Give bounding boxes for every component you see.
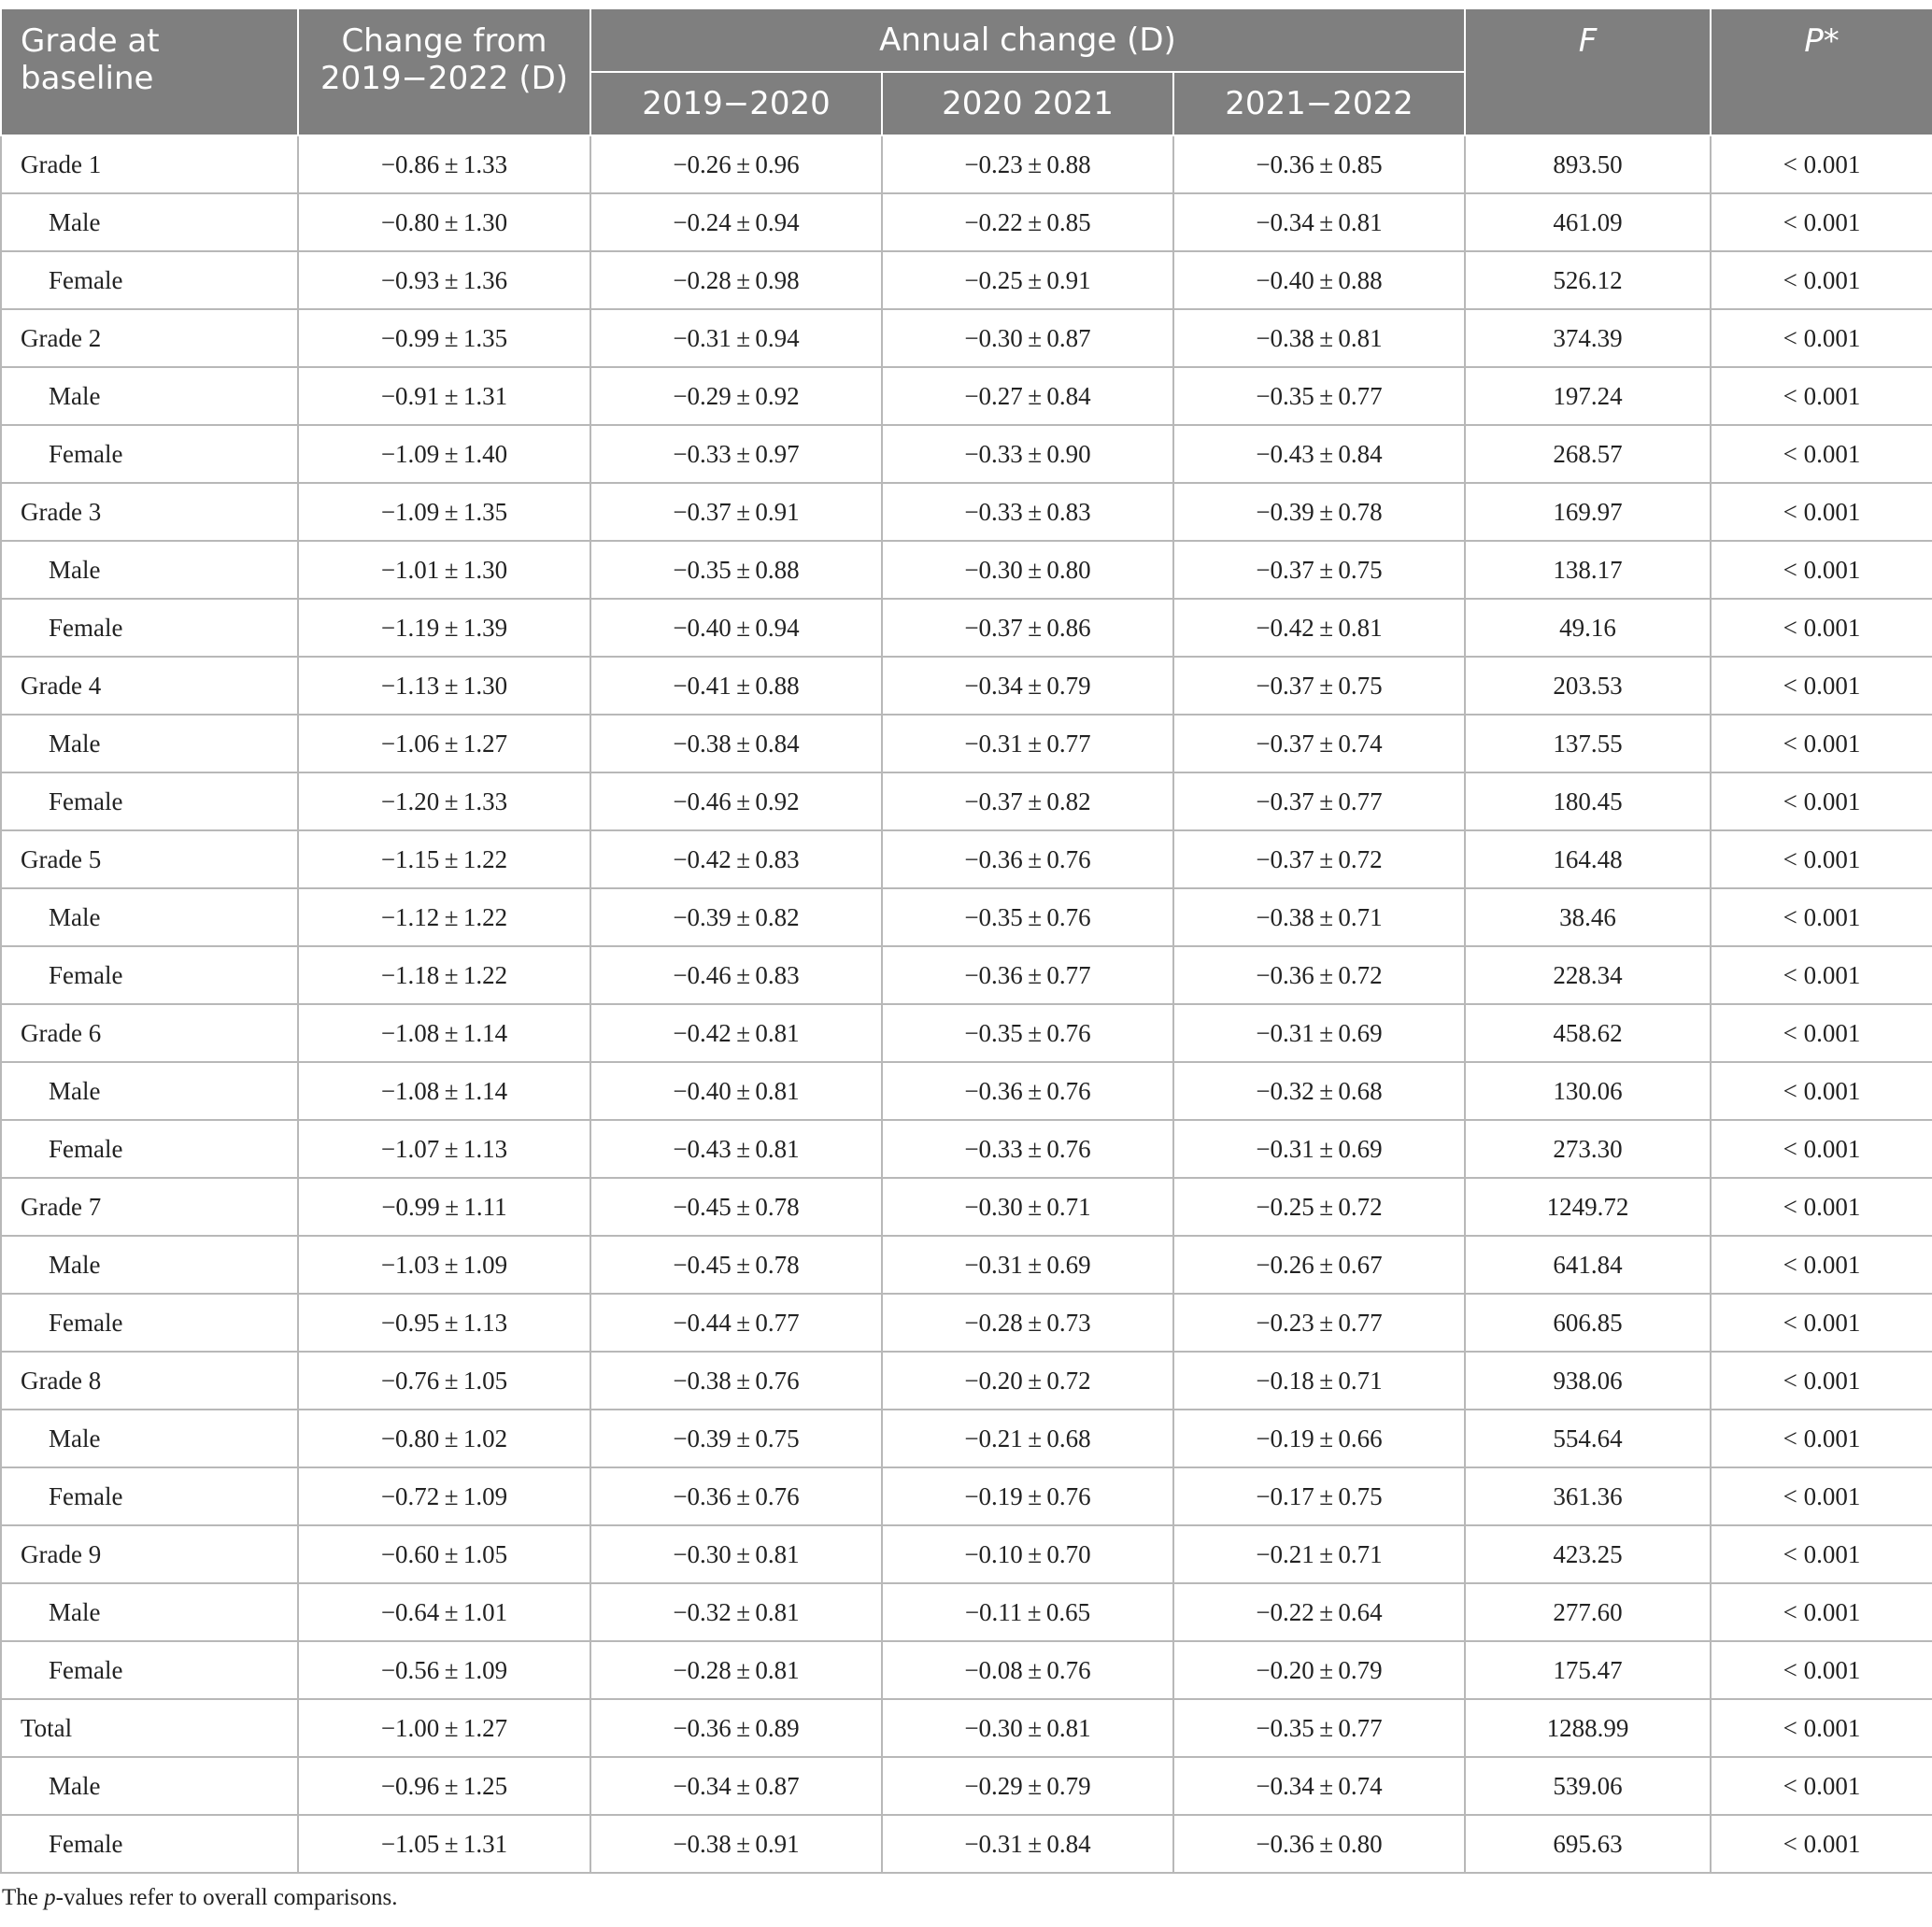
cell-2019-2020: −0.35 ± 0.88 [590,541,882,599]
header-annual-change: Annual change (D) [590,8,1465,72]
cell-p: < 0.001 [1711,1178,1932,1236]
cell-change-2019-2022: −0.76 ± 1.05 [298,1352,590,1410]
cell-2020-2021: −0.20 ± 0.72 [882,1352,1173,1410]
table-row [1,715,1932,772]
cell-2020-2021: −0.31 ± 0.84 [882,1815,1173,1873]
cell-p: < 0.001 [1711,251,1932,309]
cell-2021-2022: −0.31 ± 0.69 [1173,1120,1465,1178]
cell-2020-2021: −0.30 ± 0.80 [882,541,1173,599]
cell-p: < 0.001 [1711,193,1932,251]
table-row [1,772,1932,830]
table-row [1,193,1932,251]
row-label: Female [1,1294,298,1352]
cell-2020-2021: −0.11 ± 0.65 [882,1583,1173,1641]
cell-f: 893.50 [1465,135,1711,193]
cell-2019-2020: −0.38 ± 0.91 [590,1815,882,1873]
cell-p: < 0.001 [1711,599,1932,657]
cell-p: < 0.001 [1711,1815,1932,1873]
cell-2020-2021: −0.21 ± 0.68 [882,1410,1173,1467]
cell-2021-2022: −0.40 ± 0.88 [1173,251,1465,309]
cell-2021-2022: −0.37 ± 0.74 [1173,715,1465,772]
row-label: Grade 9 [1,1525,298,1583]
header-2021-2022: 2021−2022 [1173,72,1465,135]
table-row [1,425,1932,483]
cell-2019-2020: −0.45 ± 0.78 [590,1236,882,1294]
cell-p: < 0.001 [1711,483,1932,541]
cell-2021-2022: −0.31 ± 0.69 [1173,1004,1465,1062]
cell-2020-2021: −0.30 ± 0.81 [882,1699,1173,1757]
cell-change-2019-2022: −0.86 ± 1.33 [298,135,590,193]
cell-2021-2022: −0.39 ± 0.78 [1173,483,1465,541]
cell-2019-2020: −0.45 ± 0.78 [590,1178,882,1236]
cell-p: < 0.001 [1711,367,1932,425]
table-body [1,135,1932,1873]
row-label: Female [1,1641,298,1699]
cell-change-2019-2022: −0.56 ± 1.09 [298,1641,590,1699]
cell-change-2019-2022: −0.80 ± 1.30 [298,193,590,251]
row-label: Grade 1 [1,135,298,193]
cell-2019-2020: −0.46 ± 0.92 [590,772,882,830]
cell-2021-2022: −0.36 ± 0.72 [1173,946,1465,1004]
row-label: Female [1,251,298,309]
cell-2021-2022: −0.20 ± 0.79 [1173,1641,1465,1699]
cell-f: 606.85 [1465,1294,1711,1352]
cell-2019-2020: −0.40 ± 0.81 [590,1062,882,1120]
cell-p: < 0.001 [1711,1583,1932,1641]
cell-2019-2020: −0.40 ± 0.94 [590,599,882,657]
cell-f: 526.12 [1465,251,1711,309]
row-label: Total [1,1699,298,1757]
cell-f: 641.84 [1465,1236,1711,1294]
table-row [1,483,1932,541]
table-row [1,367,1932,425]
cell-2019-2020: −0.32 ± 0.81 [590,1583,882,1641]
cell-2020-2021: −0.27 ± 0.84 [882,367,1173,425]
cell-p: < 0.001 [1711,1467,1932,1525]
footnote-italic-p: p [44,1885,56,1910]
table-row [1,599,1932,657]
table-row [1,1062,1932,1120]
table-row [1,657,1932,715]
cell-2019-2020: −0.26 ± 0.96 [590,135,882,193]
cell-change-2019-2022: −1.19 ± 1.39 [298,599,590,657]
cell-2021-2022: −0.22 ± 0.64 [1173,1583,1465,1641]
cell-change-2019-2022: −0.99 ± 1.11 [298,1178,590,1236]
cell-2020-2021: −0.31 ± 0.77 [882,715,1173,772]
cell-2019-2020: −0.44 ± 0.77 [590,1294,882,1352]
header-f: F [1465,8,1711,135]
cell-f: 137.55 [1465,715,1711,772]
table-row [1,1178,1932,1236]
row-label: Grade 6 [1,1004,298,1062]
cell-2019-2020: −0.30 ± 0.81 [590,1525,882,1583]
cell-2021-2022: −0.37 ± 0.72 [1173,830,1465,888]
cell-f: 277.60 [1465,1583,1711,1641]
cell-p: < 0.001 [1711,1757,1932,1815]
cell-f: 695.63 [1465,1815,1711,1873]
row-label: Grade 4 [1,657,298,715]
cell-p: < 0.001 [1711,715,1932,772]
cell-2021-2022: −0.25 ± 0.72 [1173,1178,1465,1236]
table-row [1,830,1932,888]
footnote-suffix: -values refer to overall comparisons. [55,1885,398,1910]
cell-2020-2021: −0.37 ± 0.82 [882,772,1173,830]
row-label: Grade 5 [1,830,298,888]
row-label: Male [1,541,298,599]
cell-2020-2021: −0.33 ± 0.76 [882,1120,1173,1178]
cell-2021-2022: −0.37 ± 0.77 [1173,772,1465,830]
cell-2019-2020: −0.37 ± 0.91 [590,483,882,541]
row-label: Male [1,193,298,251]
cell-2019-2020: −0.39 ± 0.82 [590,888,882,946]
cell-change-2019-2022: −0.91 ± 1.31 [298,367,590,425]
table-row [1,1004,1932,1062]
row-label: Female [1,772,298,830]
cell-change-2019-2022: −1.09 ± 1.35 [298,483,590,541]
cell-2020-2021: −0.36 ± 0.76 [882,830,1173,888]
cell-2020-2021: −0.19 ± 0.76 [882,1467,1173,1525]
data-table [0,7,1932,1874]
cell-p: < 0.001 [1711,541,1932,599]
cell-p: < 0.001 [1711,1236,1932,1294]
footnote-prefix: The [2,1885,45,1910]
table-row [1,1699,1932,1757]
table-row [1,1815,1932,1873]
row-label: Male [1,715,298,772]
cell-change-2019-2022: −0.99 ± 1.35 [298,309,590,367]
row-label: Female [1,425,298,483]
cell-2019-2020: −0.38 ± 0.76 [590,1352,882,1410]
table-row [1,1120,1932,1178]
cell-p: < 0.001 [1711,946,1932,1004]
row-label: Male [1,1236,298,1294]
cell-2020-2021: −0.36 ± 0.76 [882,1062,1173,1120]
cell-2020-2021: −0.30 ± 0.71 [882,1178,1173,1236]
cell-2021-2022: −0.19 ± 0.66 [1173,1410,1465,1467]
table-row [1,1467,1932,1525]
cell-2021-2022: −0.38 ± 0.71 [1173,888,1465,946]
cell-change-2019-2022: −1.00 ± 1.27 [298,1699,590,1757]
cell-2019-2020: −0.31 ± 0.94 [590,309,882,367]
cell-2019-2020: −0.42 ± 0.81 [590,1004,882,1062]
row-label: Female [1,599,298,657]
cell-2021-2022: −0.34 ± 0.74 [1173,1757,1465,1815]
cell-p: < 0.001 [1711,1120,1932,1178]
cell-change-2019-2022: −0.80 ± 1.02 [298,1410,590,1467]
cell-2021-2022: −0.26 ± 0.67 [1173,1236,1465,1294]
cell-change-2019-2022: −1.07 ± 1.13 [298,1120,590,1178]
cell-2021-2022: −0.35 ± 0.77 [1173,1699,1465,1757]
cell-2019-2020: −0.28 ± 0.81 [590,1641,882,1699]
cell-change-2019-2022: −0.96 ± 1.25 [298,1757,590,1815]
cell-f: 461.09 [1465,193,1711,251]
cell-2021-2022: −0.32 ± 0.68 [1173,1062,1465,1120]
cell-f: 938.06 [1465,1352,1711,1410]
cell-f: 458.62 [1465,1004,1711,1062]
cell-f: 423.25 [1465,1525,1711,1583]
cell-p: < 0.001 [1711,1062,1932,1120]
header-2019-2020: 2019−2020 [590,72,882,135]
table-row [1,541,1932,599]
cell-change-2019-2022: −1.08 ± 1.14 [298,1004,590,1062]
cell-f: 175.47 [1465,1641,1711,1699]
cell-change-2019-2022: −0.95 ± 1.13 [298,1294,590,1352]
cell-f: 38.46 [1465,888,1711,946]
cell-2020-2021: −0.23 ± 0.88 [882,135,1173,193]
cell-2019-2020: −0.24 ± 0.94 [590,193,882,251]
cell-2021-2022: −0.36 ± 0.80 [1173,1815,1465,1873]
table-row [1,251,1932,309]
cell-2020-2021: −0.08 ± 0.76 [882,1641,1173,1699]
cell-f: 361.36 [1465,1467,1711,1525]
cell-p: < 0.001 [1711,309,1932,367]
table-row [1,135,1932,193]
cell-p: < 0.001 [1711,1410,1932,1467]
row-label: Male [1,1410,298,1467]
row-label: Grade 3 [1,483,298,541]
cell-2019-2020: −0.34 ± 0.87 [590,1757,882,1815]
row-label: Grade 8 [1,1352,298,1410]
cell-change-2019-2022: −0.93 ± 1.36 [298,251,590,309]
cell-p: < 0.001 [1711,135,1932,193]
row-label: Female [1,1120,298,1178]
cell-p: < 0.001 [1711,1352,1932,1410]
cell-2019-2020: −0.36 ± 0.89 [590,1699,882,1757]
cell-2019-2020: −0.28 ± 0.98 [590,251,882,309]
cell-2021-2022: −0.43 ± 0.84 [1173,425,1465,483]
table-row [1,1641,1932,1699]
cell-2020-2021: −0.29 ± 0.79 [882,1757,1173,1815]
cell-f: 1249.72 [1465,1178,1711,1236]
cell-2020-2021: −0.10 ± 0.70 [882,1525,1173,1583]
cell-change-2019-2022: −1.03 ± 1.09 [298,1236,590,1294]
cell-p: < 0.001 [1711,1004,1932,1062]
cell-2019-2020: −0.43 ± 0.81 [590,1120,882,1178]
cell-2021-2022: −0.37 ± 0.75 [1173,541,1465,599]
cell-p: < 0.001 [1711,425,1932,483]
cell-2021-2022: −0.35 ± 0.77 [1173,367,1465,425]
cell-change-2019-2022: −1.20 ± 1.33 [298,772,590,830]
cell-change-2019-2022: −1.13 ± 1.30 [298,657,590,715]
cell-2021-2022: −0.21 ± 0.71 [1173,1525,1465,1583]
table-row [1,1236,1932,1294]
cell-change-2019-2022: −0.64 ± 1.01 [298,1583,590,1641]
cell-2019-2020: −0.29 ± 0.92 [590,367,882,425]
row-label: Male [1,1583,298,1641]
cell-f: 49.16 [1465,599,1711,657]
cell-p: < 0.001 [1711,830,1932,888]
cell-2020-2021: −0.36 ± 0.77 [882,946,1173,1004]
cell-p: < 0.001 [1711,772,1932,830]
table-row [1,1525,1932,1583]
cell-2021-2022: −0.17 ± 0.75 [1173,1467,1465,1525]
cell-change-2019-2022: −0.60 ± 1.05 [298,1525,590,1583]
table-row [1,309,1932,367]
cell-change-2019-2022: −1.09 ± 1.40 [298,425,590,483]
cell-2021-2022: −0.36 ± 0.85 [1173,135,1465,193]
cell-2019-2020: −0.38 ± 0.84 [590,715,882,772]
cell-2019-2020: −0.33 ± 0.97 [590,425,882,483]
cell-2019-2020: −0.46 ± 0.83 [590,946,882,1004]
row-label: Female [1,1467,298,1525]
cell-2020-2021: −0.28 ± 0.73 [882,1294,1173,1352]
cell-2021-2022: −0.18 ± 0.71 [1173,1352,1465,1410]
cell-2020-2021: −0.34 ± 0.79 [882,657,1173,715]
cell-2020-2021: −0.37 ± 0.86 [882,599,1173,657]
cell-2020-2021: −0.30 ± 0.87 [882,309,1173,367]
cell-f: 374.39 [1465,309,1711,367]
cell-2021-2022: −0.37 ± 0.75 [1173,657,1465,715]
cell-change-2019-2022: −1.01 ± 1.30 [298,541,590,599]
table-row [1,1410,1932,1467]
cell-change-2019-2022: −1.05 ± 1.31 [298,1815,590,1873]
header-p: P* [1711,8,1932,135]
cell-2021-2022: −0.42 ± 0.81 [1173,599,1465,657]
table-row [1,1294,1932,1352]
table-row [1,1757,1932,1815]
row-label: Female [1,1815,298,1873]
cell-2019-2020: −0.42 ± 0.83 [590,830,882,888]
cell-f: 138.17 [1465,541,1711,599]
table-row [1,1352,1932,1410]
cell-f: 197.24 [1465,367,1711,425]
cell-change-2019-2022: −0.72 ± 1.09 [298,1467,590,1525]
cell-f: 180.45 [1465,772,1711,830]
cell-f: 268.57 [1465,425,1711,483]
cell-2019-2020: −0.41 ± 0.88 [590,657,882,715]
cell-f: 130.06 [1465,1062,1711,1120]
cell-change-2019-2022: −1.08 ± 1.14 [298,1062,590,1120]
cell-2020-2021: −0.25 ± 0.91 [882,251,1173,309]
header-2020-2021: 2020 2021 [882,72,1173,135]
cell-f: 273.30 [1465,1120,1711,1178]
cell-2020-2021: −0.35 ± 0.76 [882,888,1173,946]
cell-change-2019-2022: −1.12 ± 1.22 [298,888,590,946]
cell-f: 164.48 [1465,830,1711,888]
cell-f: 539.06 [1465,1757,1711,1815]
cell-p: < 0.001 [1711,1294,1932,1352]
cell-f: 203.53 [1465,657,1711,715]
cell-f: 169.97 [1465,483,1711,541]
table-row [1,888,1932,946]
cell-2020-2021: −0.33 ± 0.83 [882,483,1173,541]
cell-2020-2021: −0.35 ± 0.76 [882,1004,1173,1062]
row-label: Grade 2 [1,309,298,367]
table-container [0,7,1932,1911]
header-change-2019-2022: Change from 2019−2022 (D) [298,8,590,135]
cell-p: < 0.001 [1711,888,1932,946]
cell-2021-2022: −0.23 ± 0.77 [1173,1294,1465,1352]
cell-2021-2022: −0.38 ± 0.81 [1173,309,1465,367]
cell-change-2019-2022: −1.18 ± 1.22 [298,946,590,1004]
cell-2019-2020: −0.36 ± 0.76 [590,1467,882,1525]
row-label: Female [1,946,298,1004]
cell-f: 228.34 [1465,946,1711,1004]
header-grade-at-baseline: Grade at baseline [1,8,298,135]
cell-2020-2021: −0.31 ± 0.69 [882,1236,1173,1294]
row-label: Male [1,1757,298,1815]
table-row [1,1583,1932,1641]
cell-p: < 0.001 [1711,1525,1932,1583]
cell-f: 554.64 [1465,1410,1711,1467]
cell-p: < 0.001 [1711,1641,1932,1699]
cell-f: 1288.99 [1465,1699,1711,1757]
row-label: Male [1,367,298,425]
cell-change-2019-2022: −1.06 ± 1.27 [298,715,590,772]
row-label: Male [1,1062,298,1120]
cell-2020-2021: −0.22 ± 0.85 [882,193,1173,251]
row-label: Male [1,888,298,946]
cell-2019-2020: −0.39 ± 0.75 [590,1410,882,1467]
cell-p: < 0.001 [1711,657,1932,715]
cell-change-2019-2022: −1.15 ± 1.22 [298,830,590,888]
cell-2020-2021: −0.33 ± 0.90 [882,425,1173,483]
row-label: Grade 7 [1,1178,298,1236]
cell-p: < 0.001 [1711,1699,1932,1757]
table-footnote [0,1885,1932,1911]
table-row [1,946,1932,1004]
cell-2021-2022: −0.34 ± 0.81 [1173,193,1465,251]
